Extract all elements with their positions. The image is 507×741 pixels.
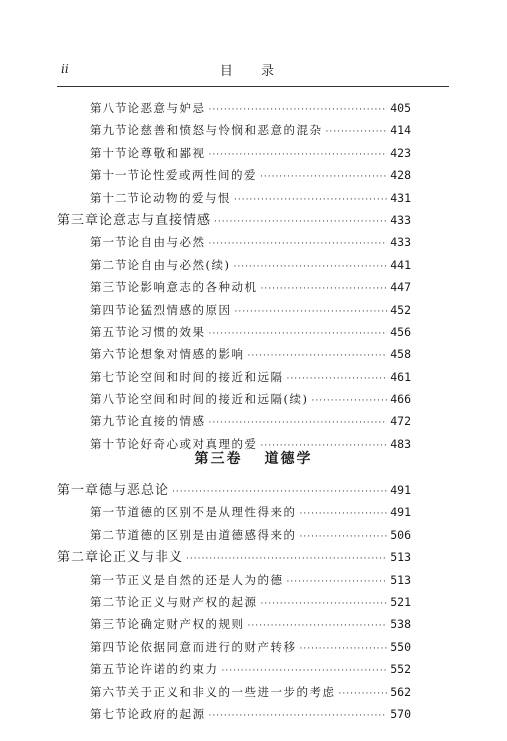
toc-section-entry (57, 658, 411, 680)
dot-leader (209, 144, 388, 166)
section-number: 第六节 (90, 684, 128, 699)
entry-page-number: 552 (390, 662, 411, 677)
dot-leader (248, 345, 388, 367)
toc-section-entry (57, 681, 411, 703)
dot-leader (287, 368, 388, 390)
dot-leader (172, 481, 387, 503)
toc-section-entry (57, 231, 411, 253)
toc-block-volume-two-part (57, 97, 411, 455)
entry-page-number: 466 (390, 392, 411, 407)
section-number: 第五节 (90, 662, 128, 677)
entry-page-number: 562 (390, 684, 411, 699)
toc-section-entry (57, 164, 411, 186)
entry-title: 正义是自然的还是人为的德 (127, 572, 284, 587)
dot-leader (260, 166, 387, 188)
toc-section-entry (57, 343, 411, 365)
entry-page-number: 433 (390, 212, 411, 227)
entry-title: 论猛烈情感的原因 (127, 302, 232, 317)
dot-leader (300, 526, 388, 548)
dot-leader (209, 99, 388, 121)
dot-leader (287, 571, 388, 593)
entry-page-number: 521 (390, 594, 411, 609)
entry-page-number: 550 (390, 639, 411, 654)
entry-page-number: 513 (390, 550, 411, 565)
dot-leader (233, 256, 387, 278)
entry-title: 论动物的爱与恨 (140, 190, 231, 205)
toc-section-entry (57, 142, 411, 164)
entry-page-number: 433 (390, 235, 411, 250)
dot-leader (209, 412, 388, 434)
dot-leader (261, 593, 388, 615)
entry-title: 论自由与必然 (127, 235, 206, 250)
toc-section-entry (57, 119, 411, 141)
entry-title: 论直接的情感 (127, 414, 206, 429)
entry-title: 论政府的起源 (127, 706, 206, 721)
dot-leader (326, 121, 388, 143)
section-number: 第一节 (90, 235, 128, 250)
volume-number: 第三卷 (194, 451, 243, 467)
entry-page-number: 458 (390, 347, 411, 362)
entry-title: 论慈善和愤怒与怜悯和恶意的混杂 (127, 123, 323, 138)
section-number: 第五节 (90, 324, 128, 339)
toc-section-entry (57, 366, 411, 388)
section-number: 第九节 (90, 123, 128, 138)
dot-leader (300, 503, 388, 525)
entry-page-number: 491 (390, 483, 411, 497)
section-number: 第十节 (90, 436, 128, 451)
dot-leader (235, 301, 388, 323)
section-number: 第九节 (90, 414, 128, 429)
entry-title: 论习惯的效果 (127, 324, 206, 339)
entry-title: 道德的区别不是从理性得来的 (127, 505, 297, 520)
toc-section-entry (57, 187, 411, 209)
dot-leader (214, 211, 387, 233)
toc-section-entry (57, 501, 411, 523)
toc-section-entry (57, 254, 411, 276)
toc-section-entry (57, 569, 411, 591)
dot-leader (234, 189, 387, 211)
section-number: 第二节 (90, 594, 128, 609)
dot-leader (209, 233, 388, 255)
entry-page-number: 405 (390, 101, 411, 115)
entry-title: 道德的区别是由道德感得来的 (127, 527, 297, 542)
dot-leader (209, 323, 388, 345)
section-number: 第七节 (90, 706, 128, 721)
dot-leader (339, 683, 388, 705)
toc-chapter-entry (57, 546, 411, 568)
entry-title: 论自由与必然(续) (127, 257, 231, 272)
entry-page-number: 414 (390, 123, 411, 138)
entry-title: 论尊敬和鄙视 (127, 145, 206, 160)
entry-title: 论性爱或两性间的爱 (140, 168, 257, 183)
dot-leader (300, 638, 388, 660)
toc-section-entry (57, 613, 411, 635)
entry-page-number: 472 (390, 414, 411, 429)
entry-page-number: 423 (390, 145, 411, 160)
entry-title: 论正义与非义 (99, 550, 184, 566)
section-number: 第十节 (90, 145, 128, 160)
entry-page-number: 456 (390, 324, 411, 339)
section-number: 第八节 (90, 392, 128, 407)
entry-page-number: 461 (390, 369, 411, 384)
section-number: 第二节 (90, 257, 128, 272)
toc-section-entry (57, 410, 411, 432)
section-number: 第一节 (90, 505, 128, 520)
dot-leader (248, 615, 388, 637)
entry-title: 论正义与财产权的起源 (127, 594, 258, 609)
entry-page-number: 441 (390, 257, 411, 272)
entry-page-number: 428 (390, 168, 411, 183)
section-number: 第四节 (90, 302, 128, 317)
entry-page-number: 513 (390, 572, 411, 587)
section-number: 第四节 (90, 639, 128, 654)
toc-section-entry (57, 636, 411, 658)
section-number: 第三节 (90, 617, 128, 632)
entry-title: 论想象对情感的影响 (127, 347, 245, 362)
toc-section-entry (57, 97, 411, 119)
chapter-number: 第二章 (57, 550, 100, 566)
toc-section-entry (57, 276, 411, 298)
toc-block-volume-three (57, 479, 411, 725)
entry-page-number: 538 (390, 617, 411, 632)
entry-title: 论影响意志的各种动机 (127, 280, 258, 295)
page-header (57, 60, 449, 82)
toc-section-entry (57, 524, 411, 546)
section-number: 第一节 (90, 572, 128, 587)
section-number: 第六节 (90, 347, 128, 362)
section-number: 第三节 (90, 280, 128, 295)
toc-chapter-entry (57, 209, 411, 231)
dot-leader (261, 278, 388, 300)
dot-leader (311, 390, 387, 412)
section-number: 第七节 (90, 369, 128, 384)
volume-heading (0, 448, 507, 468)
entry-title: 论依据同意而进行的财产转移 (127, 639, 297, 654)
dot-leader (222, 660, 388, 682)
page-title: 目 录 (219, 64, 287, 79)
entry-title: 论空间和时间的接近和远隔 (127, 369, 284, 384)
toc-section-entry (57, 388, 411, 410)
section-number: 第八节 (90, 101, 128, 115)
entry-page-number: 506 (390, 527, 411, 542)
toc-chapter-entry (57, 479, 411, 501)
entry-title: 论确定财产权的规则 (127, 617, 245, 632)
page-number: ii (61, 62, 69, 76)
entry-page-number: 483 (390, 436, 411, 451)
entry-page-number: 491 (390, 505, 411, 520)
toc-section-entry (57, 321, 411, 343)
dot-leader (209, 705, 388, 727)
entry-title: 关于正义和非义的一些进一步的考虑 (127, 684, 336, 699)
header-rule (57, 86, 449, 87)
dot-leader (186, 548, 387, 570)
entry-title: 论许诺的约束力 (127, 662, 219, 677)
section-number: 第十一节 (90, 168, 140, 183)
entry-page-number: 570 (390, 706, 411, 721)
chapter-number: 第三章 (57, 212, 100, 228)
toc-section-entry (57, 299, 411, 321)
toc-section-entry (57, 703, 411, 725)
volume-title: 道德学 (264, 451, 313, 467)
entry-title: 论意志与直接情感 (99, 212, 212, 228)
section-number: 第二节 (90, 527, 128, 542)
entry-page-number: 447 (390, 280, 411, 295)
entry-title: 德与恶总论 (99, 483, 170, 498)
chapter-number: 第一章 (57, 483, 100, 498)
entry-title: 论恶意与妒忌 (127, 101, 206, 115)
section-number: 第十二节 (90, 190, 140, 205)
entry-page-number: 431 (390, 190, 411, 205)
entry-title: 论空间和时间的接近和远隔(续) (127, 392, 309, 407)
toc-section-entry (57, 591, 411, 613)
entry-page-number: 452 (390, 302, 411, 317)
entry-title: 论好奇心或对真理的爱 (127, 436, 258, 451)
